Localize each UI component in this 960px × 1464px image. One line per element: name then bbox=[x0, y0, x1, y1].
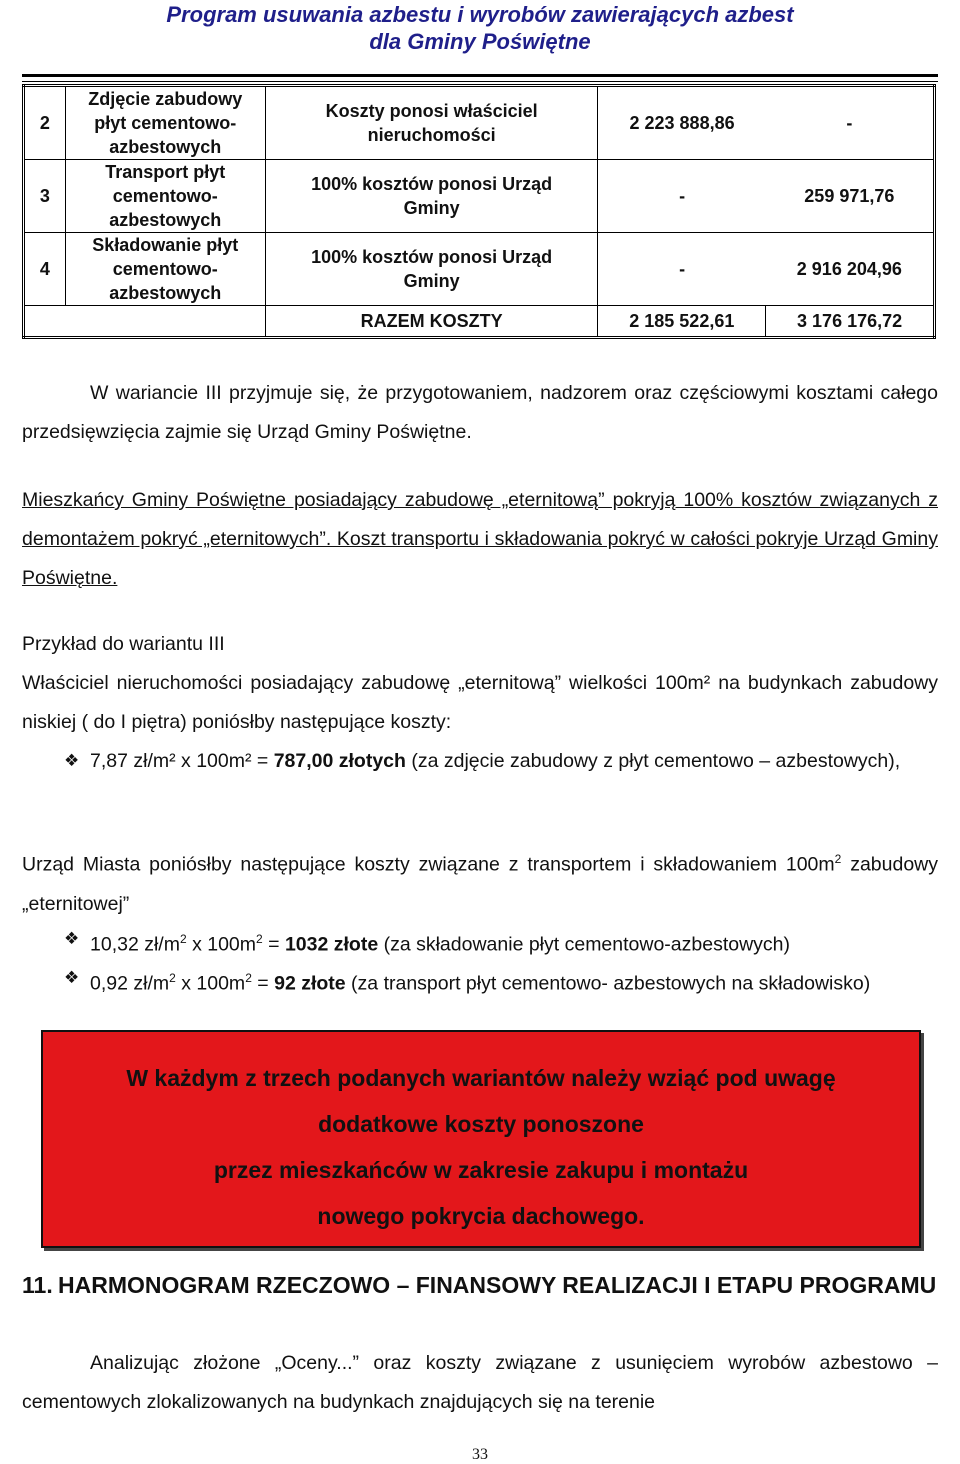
row-payer: 100% kosztów ponosi Urząd Gminy bbox=[265, 160, 598, 233]
bullet-removal: 7,87 zł/m² x 100m² = 787,00 złotych (za zdjęcie zabudowy z płyt cementowo – azbestowych), bbox=[90, 750, 901, 772]
total-label: RAZEM KOSZTY bbox=[265, 306, 598, 338]
warning-line-1: W każdym z trzech podanych wariantów należy wziąć pod uwagę bbox=[126, 1065, 836, 1091]
total-empty-cell bbox=[24, 306, 266, 338]
row-payer: 100% kosztów ponosi Urząd Gminy bbox=[265, 233, 598, 306]
row-name: Składowanie płyt cementowo- azbestowych bbox=[65, 233, 265, 306]
table-row bbox=[24, 233, 935, 306]
warning-line-3: przez mieszkańców w zakresie zakupu i montażu bbox=[213, 1157, 749, 1183]
row-number: 3 bbox=[24, 160, 66, 233]
example-title: Przykład do wariantu III bbox=[22, 633, 225, 655]
row-value-a: - bbox=[598, 233, 766, 306]
variant-paragraph: W wariancie III przyjmuje się, że przygotowaniem, nadzorem oraz częściowymi kosztami całego przedsięwzięcia zajmie się Urząd Gminy Poświętne. bbox=[22, 382, 938, 443]
section-number: 11. bbox=[22, 1272, 53, 1298]
total-value-a: 2 185 522,61 bbox=[598, 306, 766, 338]
header-rule bbox=[22, 74, 938, 82]
total-row bbox=[24, 306, 935, 338]
city-costs-paragraph: Urząd Miasta poniósłby następujące koszty związane z transportem i składowaniem $100m^2$ zabudowy „eternitowej” bbox=[22, 852, 938, 915]
diamond-bullet-icon: ❖ bbox=[64, 929, 80, 948]
warning-line-4: nowego pokrycia dachowego. bbox=[317, 1203, 645, 1229]
header-line-2: dla Gminy Poświętne bbox=[369, 29, 591, 54]
row-value-b: - bbox=[766, 86, 935, 160]
page-number: 33 bbox=[472, 1446, 488, 1463]
closing-paragraph: Analizując złożone „Oceny...” oraz koszty związane z usunięciem wyrobów azbestowo – cementowych zlokalizowanych na budynkach znajdujących się na terenie bbox=[22, 1352, 938, 1413]
diamond-bullet-icon: ❖ bbox=[64, 751, 80, 770]
row-value-a: - bbox=[598, 160, 766, 233]
row-payer: Koszty ponosi właściciel nieruchomości bbox=[265, 86, 598, 160]
row-number: 4 bbox=[24, 233, 66, 306]
bullet-storage: 10,32 $zł/m^2$ x $100m^2 = 1032$ złote (za składowanie płyt cementowo-azbestowych) bbox=[90, 932, 791, 956]
row-value-a: 2 223 888,86 bbox=[598, 86, 766, 160]
bullet-transport: 0,92 $zł/m^2$ x $100m^2 = 92$ złote (za transport płyt cementowo- azbestowych na składowisko) bbox=[90, 971, 871, 995]
header-line-1: Program usuwania azbestu i wyrobów zawierających azbest bbox=[166, 2, 794, 27]
row-value-b: 2 916 204,96 bbox=[766, 233, 935, 306]
costs-table bbox=[22, 84, 936, 339]
table-row bbox=[24, 160, 935, 233]
table-row bbox=[24, 86, 935, 160]
row-number: 2 bbox=[24, 86, 66, 160]
warning-line-2: dodatkowe koszty ponoszone bbox=[318, 1111, 644, 1137]
residents-paragraph: Mieszkańcy Gminy Poświętne posiadający zabudowę „eternitową” pokryją 100% kosztów związanych z demontażem pokryć „eternitowych”. Koszt transportu i składowania pokryć w całości pokryje Urząd Gminy Poświętne. bbox=[22, 489, 938, 589]
section-title: HARMONOGRAM RZECZOWO – FINANSOWY REALIZACJI I ETAPU PROGRAMU bbox=[58, 1272, 937, 1298]
document-header bbox=[0, 0, 960, 55]
row-name: Zdjęcie zabudowy płyt cementowo- azbestowych bbox=[65, 86, 265, 160]
diamond-bullet-icon: ❖ bbox=[64, 968, 80, 987]
total-value-b: 3 176 176,72 bbox=[766, 306, 935, 338]
row-value-b: 259 971,76 bbox=[766, 160, 935, 233]
warning-box bbox=[41, 1030, 921, 1248]
row-name: Transport płyt cementowo- azbestowych bbox=[65, 160, 265, 233]
example-intro: Właściciel nieruchomości posiadający zabudowę „eternitową” wielkości 100m² na budynkach zabudowy niskiej ( do I piętra) poniósłby następujące koszty: bbox=[22, 672, 938, 733]
